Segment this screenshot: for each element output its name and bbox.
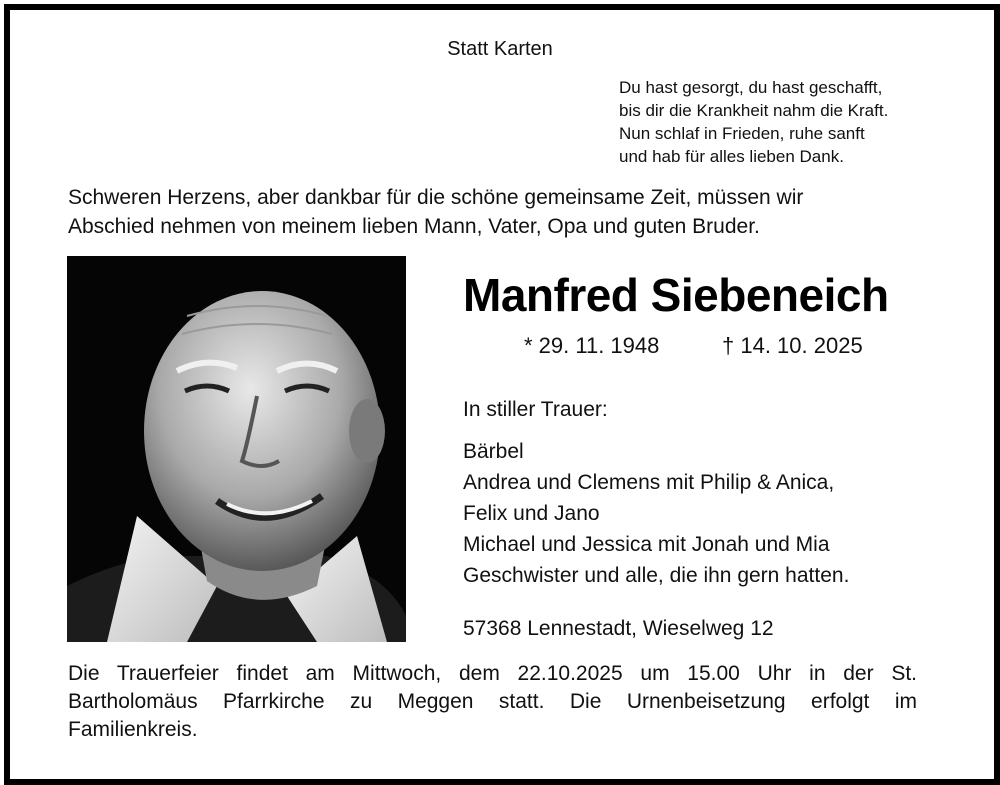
portrait-illustration xyxy=(67,256,406,642)
deceased-name: Manfred Siebeneich xyxy=(463,269,889,321)
address: 57368 Lennestadt, Wieselweg 12 xyxy=(463,617,774,640)
mourning-label: In stiller Trauer: xyxy=(463,398,608,421)
poem-line: Nun schlaf in Frieden, ruhe sanft xyxy=(619,124,865,143)
header-text: Statt Karten xyxy=(447,38,553,60)
mourners-list xyxy=(463,436,849,591)
mourner-line: Felix und Jano xyxy=(463,502,600,525)
service-line: Die Trauerfeier findet am Mittwoch, dem 22.10.2025 um 15.00 Uhr in der St. xyxy=(68,662,917,685)
mourner-line: Bärbel xyxy=(463,440,524,463)
poem-line: bis dir die Krankheit nahm die Kraft. xyxy=(619,101,889,120)
birth-date: * 29. 11. 1948 xyxy=(524,333,660,358)
poem xyxy=(619,76,888,168)
mourner-line: Geschwister und alle, die ihn gern hatten. xyxy=(463,564,850,587)
poem-line: und hab für alles lieben Dank. xyxy=(619,147,844,166)
intro-text xyxy=(68,183,938,241)
service-info xyxy=(68,660,917,744)
service-line: Familienkreis. xyxy=(68,718,198,741)
mourner-line: Michael und Jessica mit Jonah und Mia xyxy=(463,533,830,556)
portrait-photo xyxy=(67,256,406,642)
mourner-line: Andrea und Clemens mit Philip & Anica, xyxy=(463,471,835,494)
intro-line: Schweren Herzens, aber dankbar für die schöne gemeinsame Zeit, müssen wir xyxy=(68,186,804,209)
intro-line: Abschied nehmen von meinem lieben Mann, Vater, Opa und guten Bruder. xyxy=(68,215,760,238)
poem-line: Du hast gesorgt, du hast geschafft, xyxy=(619,78,883,97)
death-date: † 14. 10. 2025 xyxy=(722,333,863,358)
service-line: Bartholomäus Pfarrkirche zu Meggen statt. Die Urnenbeisetzung erfolgt im xyxy=(68,690,917,713)
